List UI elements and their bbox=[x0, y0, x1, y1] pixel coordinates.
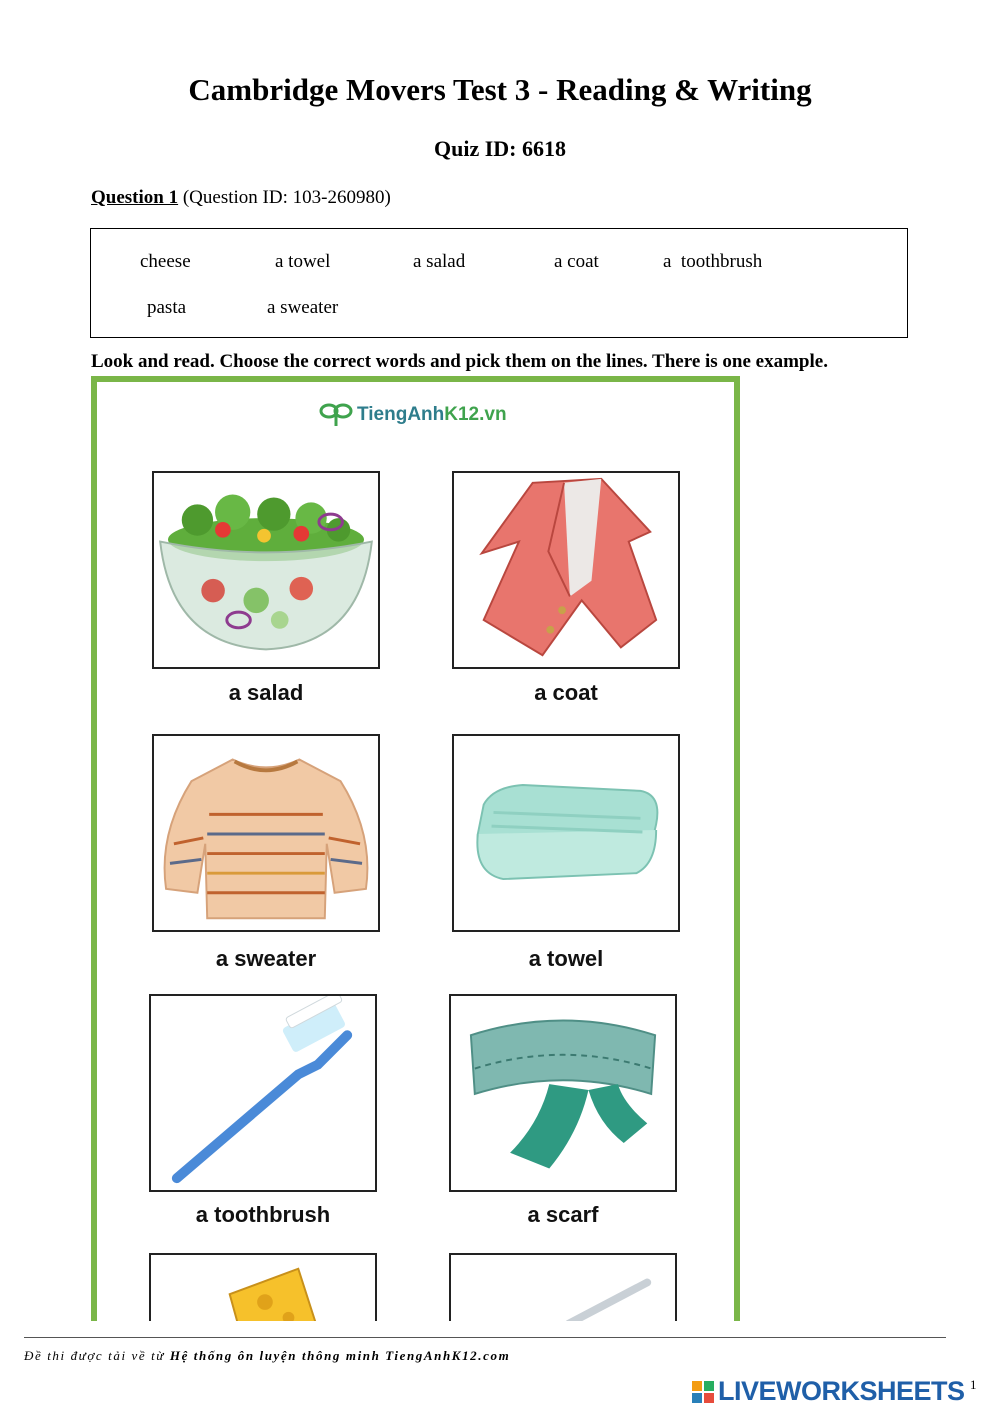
brand-logo bbox=[319, 402, 507, 428]
picture-card bbox=[452, 734, 680, 932]
picture-card bbox=[452, 471, 680, 669]
picture-card bbox=[149, 1253, 377, 1321]
brand-name: TiengAnh bbox=[357, 404, 445, 425]
word-bank-item[interactable]: a coat bbox=[554, 251, 599, 272]
picture-card bbox=[149, 994, 377, 1192]
card-caption: a sweater bbox=[215, 946, 317, 971]
instruction-text: Look and read. Choose the correct words and pick them on the lines. There is one example. bbox=[91, 351, 828, 372]
picture-card bbox=[152, 734, 380, 932]
card-caption: a scarf bbox=[527, 1202, 599, 1227]
fork-icon bbox=[451, 1255, 675, 1321]
liveworksheets-wordmark: LIVEWORKSHEETS bbox=[718, 1376, 965, 1406]
quiz-id: Quiz ID: 6618 bbox=[434, 136, 566, 161]
coat-icon bbox=[454, 473, 678, 667]
footer-divider bbox=[24, 1337, 946, 1338]
towel-icon bbox=[454, 736, 678, 930]
picture-card bbox=[449, 994, 677, 1192]
cheese-icon bbox=[151, 1255, 375, 1321]
toothbrush-icon bbox=[151, 996, 375, 1190]
card-caption: a coat bbox=[534, 680, 598, 705]
brand-domain: K12.vn bbox=[444, 404, 507, 425]
word-bank-item[interactable]: a sweater bbox=[267, 297, 339, 318]
page-number: 1 bbox=[970, 1377, 977, 1392]
word-bank-item[interactable]: a towel bbox=[275, 251, 331, 272]
footer-source-name: Hệ thống ôn luyện thông minh TiengAnhK12.com bbox=[169, 1348, 511, 1363]
word-bank-item[interactable]: a salad bbox=[413, 251, 466, 272]
word-bank-item[interactable]: pasta bbox=[147, 297, 187, 318]
word-bank-item[interactable]: cheese bbox=[140, 251, 191, 272]
card-caption: a towel bbox=[528, 946, 604, 971]
worksheet-image bbox=[91, 376, 740, 1321]
leaf-logo-icon bbox=[319, 402, 353, 428]
liveworksheets-blocks-icon bbox=[692, 1381, 714, 1403]
word-bank-item[interactable]: a toothbrush bbox=[663, 251, 763, 272]
picture-card bbox=[449, 1253, 677, 1321]
question-header bbox=[91, 187, 391, 209]
question-id: (Question ID: 103-260980) bbox=[182, 187, 391, 208]
page-title: Cambridge Movers Test 3 - Reading & Writing bbox=[188, 72, 812, 107]
word-bank bbox=[90, 228, 908, 338]
footer-prefix: Đề thi được tải về từ bbox=[24, 1348, 170, 1363]
card-caption: a salad bbox=[228, 680, 304, 705]
scarf-icon bbox=[451, 996, 675, 1190]
sweater-icon bbox=[154, 736, 378, 930]
salad-bowl-icon bbox=[154, 473, 378, 667]
question-label: Question 1 bbox=[91, 187, 179, 208]
picture-card bbox=[152, 471, 380, 669]
footer-source bbox=[24, 1348, 510, 1364]
liveworksheets-logo bbox=[692, 1376, 965, 1407]
card-caption: a toothbrush bbox=[195, 1202, 331, 1227]
